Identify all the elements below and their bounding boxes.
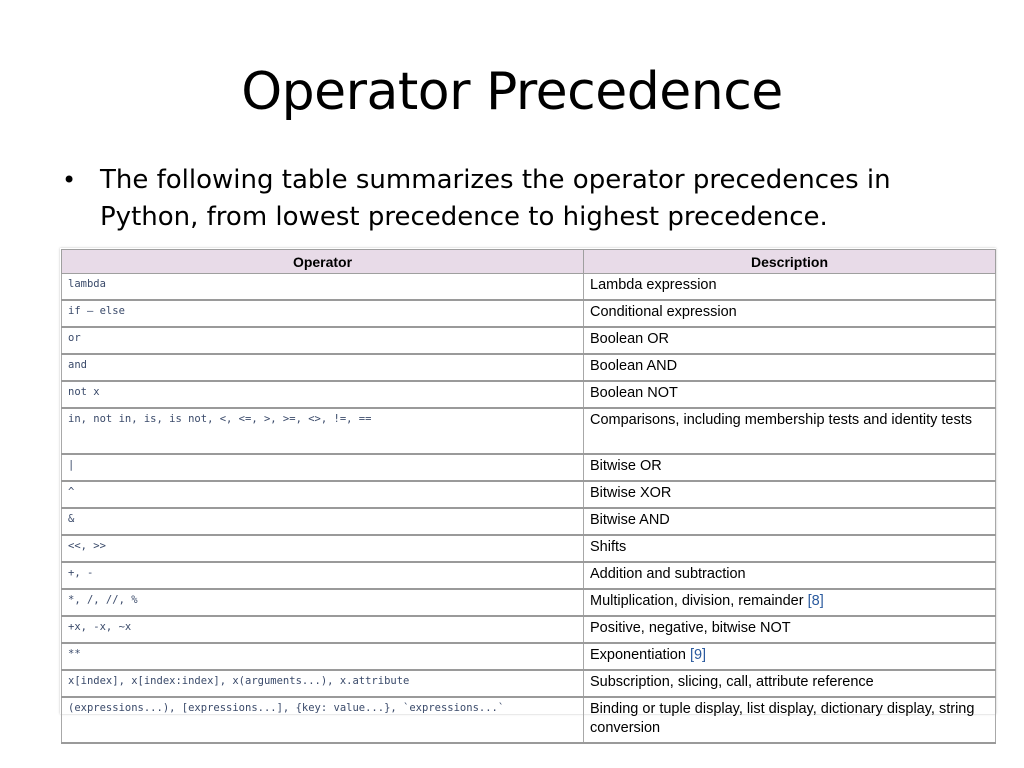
- operator-cell: &: [62, 508, 584, 535]
- description-text: Addition and subtraction: [590, 566, 746, 582]
- operator-cell: (expressions...), [expressions...], {key: value...}, `expressions...`: [62, 697, 584, 743]
- operator-cell: +x, -x, ~x: [62, 616, 584, 643]
- table-row: [62, 670, 996, 697]
- table-row: [62, 327, 996, 354]
- table-row: [62, 616, 996, 643]
- description-cell: [584, 381, 996, 408]
- description-cell: [584, 508, 996, 535]
- table-row: [62, 408, 996, 454]
- table-row: [62, 535, 996, 562]
- operator-cell: and: [62, 354, 584, 381]
- table-row: [62, 508, 996, 535]
- description-cell: [584, 300, 996, 327]
- description-cell: [584, 354, 996, 381]
- description-text: Shifts: [590, 539, 627, 555]
- description-text: Boolean NOT: [590, 385, 678, 401]
- bullet-dot-icon: •: [62, 166, 77, 194]
- operator-cell: <<, >>: [62, 535, 584, 562]
- operator-cell: not x: [62, 381, 584, 408]
- description-text: Conditional expression: [590, 304, 737, 320]
- operator-cell: in, not in, is, is not, <, <=, >, >=, <>, !=, ==: [62, 408, 584, 454]
- header-operator: Operator: [62, 250, 584, 274]
- description-text: Positive, negative, bitwise NOT: [590, 620, 791, 636]
- description-text: Exponentiation: [590, 647, 686, 663]
- description-text: Binding or tuple display, list display, dictionary display, string conversion: [590, 701, 975, 736]
- description-cell: [584, 535, 996, 562]
- table-row: [62, 643, 996, 670]
- description-cell: [584, 408, 996, 454]
- bullet-text: The following table summarizes the operator precedences in Python, from lowest precedence to highest precedence.: [100, 165, 891, 232]
- footnote-link-8[interactable]: [8]: [807, 593, 824, 609]
- description-text: Bitwise AND: [590, 512, 670, 528]
- description-cell: [584, 670, 996, 697]
- description-text: Boolean OR: [590, 331, 669, 347]
- table-row: [62, 562, 996, 589]
- description-cell: [584, 481, 996, 508]
- operator-cell: x[index], x[index:index], x(arguments...), x.attribute: [62, 670, 584, 697]
- bullet-item: [62, 162, 962, 236]
- header-description: Description: [584, 250, 996, 274]
- precedence-table-container: [60, 248, 996, 736]
- description-text: Comparisons, including membership tests and identity tests: [590, 412, 973, 428]
- footnote-link-9[interactable]: [9]: [689, 647, 707, 663]
- operator-cell: +, -: [62, 562, 584, 589]
- description-cell: [584, 616, 996, 643]
- table-row: [62, 697, 996, 743]
- description-cell: [584, 454, 996, 481]
- operator-cell: if – else: [62, 300, 584, 327]
- description-text: Bitwise OR: [590, 458, 662, 474]
- table-row: [62, 300, 996, 327]
- description-cell: [584, 327, 996, 354]
- slide-title: Operator Precedence: [241, 62, 783, 122]
- description-cell: [584, 697, 996, 743]
- operator-cell: **: [62, 643, 584, 670]
- table-header-row: [62, 250, 996, 274]
- description-cell: [584, 643, 996, 670]
- operator-cell: *, /, //, %: [62, 589, 584, 616]
- description-text: Multiplication, division, remainder: [590, 593, 804, 609]
- table-row: [62, 354, 996, 381]
- table-row: [62, 454, 996, 481]
- description-cell: [584, 562, 996, 589]
- table-row: [62, 274, 996, 301]
- description-text: Boolean AND: [590, 358, 678, 374]
- description-text: Lambda expression: [590, 277, 717, 293]
- precedence-table: [61, 249, 996, 744]
- table-row: [62, 481, 996, 508]
- operator-cell: ^: [62, 481, 584, 508]
- description-text: Subscription, slicing, call, attribute reference: [590, 674, 874, 690]
- operator-cell: lambda: [62, 274, 584, 301]
- table-row: [62, 589, 996, 616]
- table-row: [62, 381, 996, 408]
- operator-cell: |: [62, 454, 584, 481]
- description-text: Bitwise XOR: [590, 485, 672, 501]
- description-cell: [584, 274, 996, 301]
- operator-cell: or: [62, 327, 584, 354]
- description-cell: [584, 589, 996, 616]
